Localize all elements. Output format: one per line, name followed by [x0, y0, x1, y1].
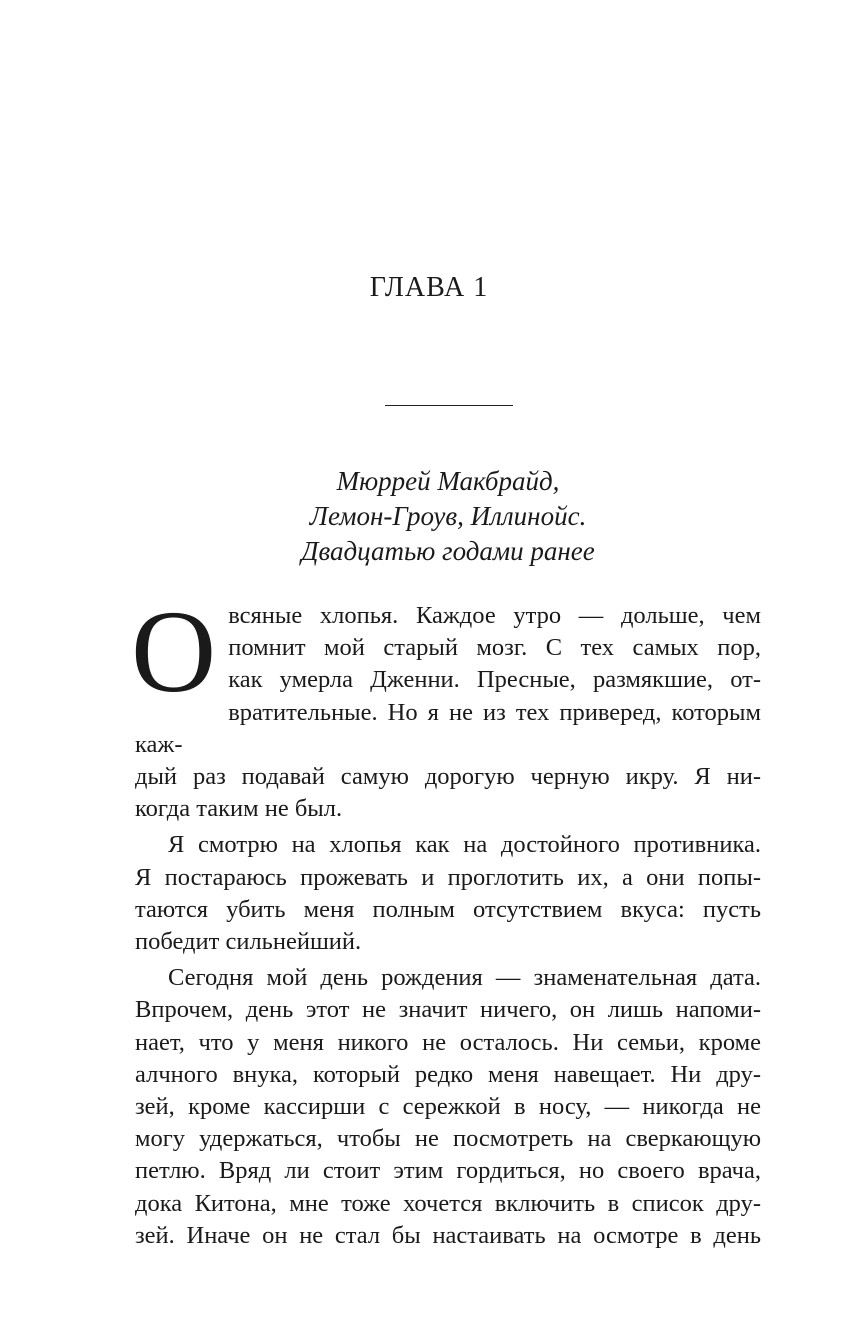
- text-line: Я смотрю на хлопья как на достойного противника.: [168, 831, 761, 859]
- text-line: зей. Иначе он не стал бы настаивать на осмотре в день: [135, 1221, 761, 1249]
- text-line: петлю. Вряд ли стоит этим гордиться, но своего врача,: [135, 1157, 761, 1185]
- epigraph-line: Двадцатью годами ранее: [301, 536, 595, 566]
- text-line: победит сильнейший.: [135, 928, 362, 956]
- text-line: помнит мой старый мозг. С тех самых пор,: [228, 634, 761, 662]
- paragraph-1: [131, 586, 761, 825]
- text-line: нает, что у меня никого не осталось. Ни семьи, кроме: [135, 1028, 761, 1056]
- body-text: [131, 586, 761, 1252]
- text-line: алчного внука, который редко меня навещает. Ни дру-: [135, 1060, 761, 1088]
- text-line: всяные хлопья. Каждое утро — дольше, чем: [228, 602, 761, 629]
- text-line: могу удержаться, чтобы не посмотреть на сверкающую: [135, 1125, 761, 1153]
- text-line: дока Китона, мне тоже хочется включить в список дру-: [135, 1189, 761, 1217]
- text-line: зей, кроме кассирши с сережкой в носу, — никогда не: [135, 1093, 761, 1121]
- text-line: Впрочем, день этот не значит ничего, он лишь напоми-: [135, 996, 761, 1024]
- drop-cap: О: [131, 586, 217, 717]
- epigraph: [0, 464, 858, 569]
- epigraph-line: Мюррей Макбрайд,: [336, 466, 560, 496]
- text-line: вратительные. Но я не из тех приверед, которым каж-: [135, 698, 761, 758]
- text-line: таются убить меня полным отсутствием вкуса: пусть: [135, 895, 761, 923]
- chapter-title: ГЛАВА 1: [369, 272, 489, 303]
- text-line: когда таким не был.: [135, 795, 343, 823]
- chapter-divider: [385, 405, 513, 406]
- paragraph-2: [135, 829, 761, 958]
- epigraph-line: Лемон-Гроув, Иллинойс.: [309, 501, 587, 531]
- text-line: Сегодня мой день рождения — знаменательная дата.: [168, 964, 761, 992]
- text-line: дый раз подавай самую дорогую черную икру. Я ни-: [135, 763, 761, 791]
- text-line: Я постараюсь прожевать и проглотить их, а они попы-: [135, 863, 761, 891]
- text-line: как умерла Дженни. Пресные, размякшие, от-: [228, 666, 761, 694]
- paragraph-3: [135, 962, 761, 1252]
